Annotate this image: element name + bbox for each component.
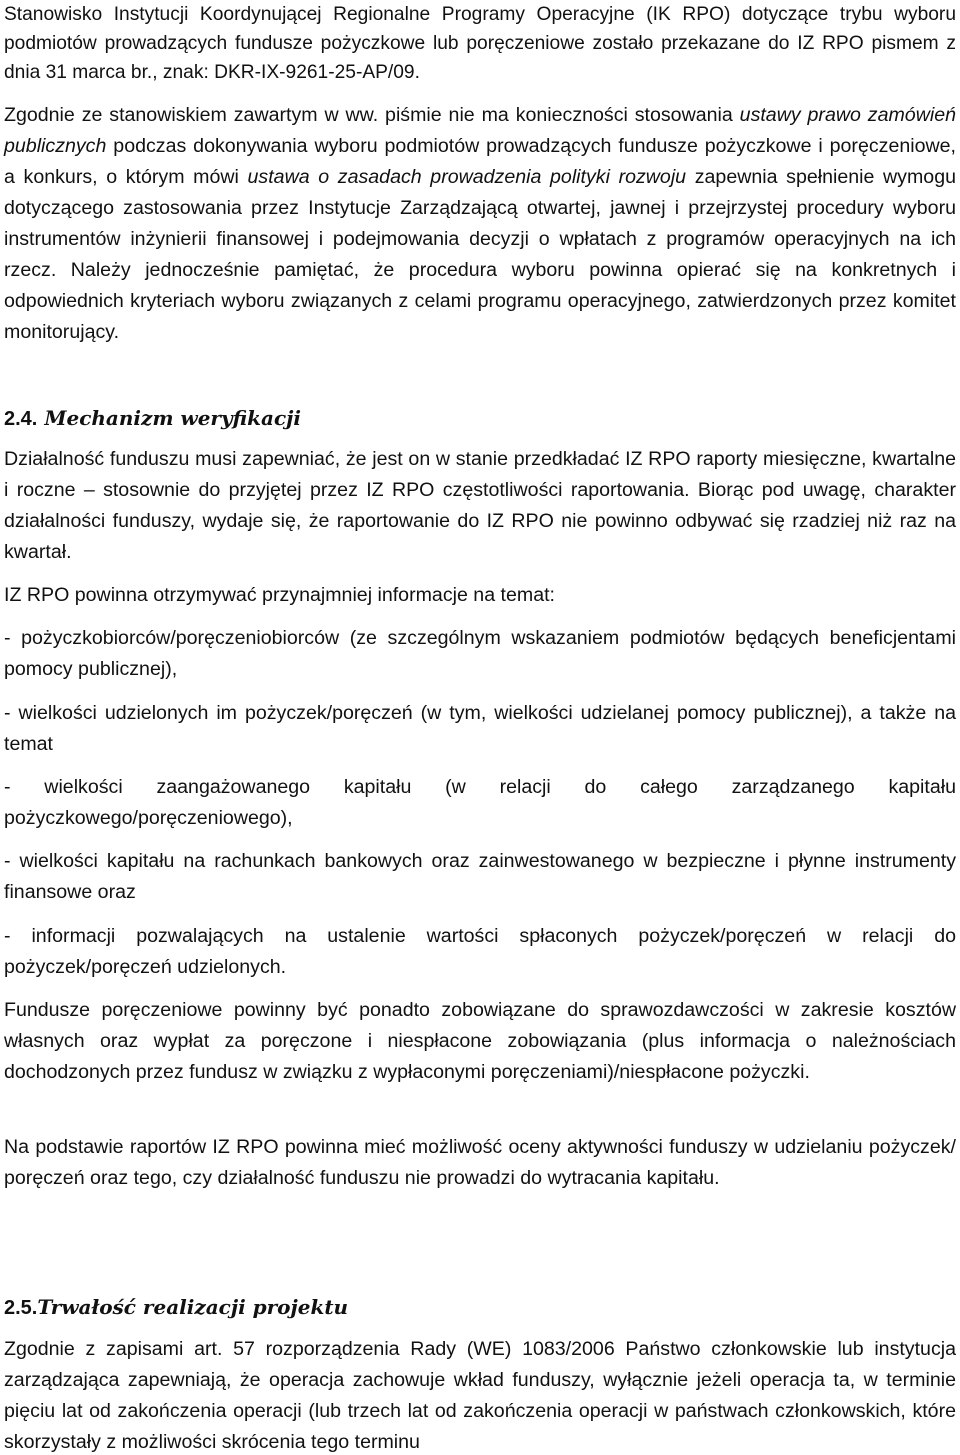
text-segment: Zgodnie ze stanowiskiem zawartym w ww. piśmie nie ma konieczności stosowania	[4, 104, 740, 126]
section-heading-2-5	[4, 1292, 348, 1323]
section-number: 2.5.	[4, 1297, 38, 1319]
section-title: Mechanizm weryfikacji	[44, 406, 301, 430]
list-item-repaid-loans: - informacji pozwalających na ustalenie wartości spłaconych pożyczek/poręczeń w relacji do pożyczek/poręczeń udzielonych.	[4, 925, 956, 978]
law-reference-development-policy: ustawa o zasadach prowadzenia polityki rozwoju	[247, 166, 687, 188]
paragraph-activity-assessment: Na podstawie raportów IZ RPO powinna mieć możliwość oceny aktywności funduszy w udzielaniu pożyczek/ poręczeń oraz tego, czy działalność funduszu nie prowadzi do wytracania kapitału.	[4, 1136, 956, 1189]
paragraph-guarantee-funds: Fundusze poręczeniowe powinny być ponadto zobowiązane do sprawozdawczości w zakresie kosztów własnych oraz wypłat za poręczone i niespłacone zobowiązania (plus informacja o należnościach dochodzonych przez fundusz w związku z wypłaconymi poręczeniami)/niespłacone pożyczki.	[4, 999, 956, 1083]
section-number: 2.4.	[4, 408, 38, 430]
list-item-loan-amounts: - wielkości udzielonych im pożyczek/poręczeń (w tym, wielkości udzielanej pomocy publicznej), a także na temat	[4, 702, 956, 755]
law-reference-procurement: ustawy prawo zamówień publicznych	[4, 104, 956, 157]
paragraph-procurement-law	[4, 100, 956, 348]
paragraph-ik-rpo-position: Stanowisko Instytucji Koordynującej Regionalne Programy Operacyjne (IK RPO) dotyczące trybu wyboru podmiotów prowadzących fundusze pożyczkowe lub poręczeniowe zostało przekazane do IZ RPO pismem z dnia 31 marca br., znak: DKR-IX-9261-25-AP/09.	[4, 4, 956, 83]
paragraph-fund-reporting: Działalność funduszu musi zapewniać, że jest on w stanie przedkładać IZ RPO raporty miesięczne, kwartalne i roczne – stosownie do przyjętej przez IZ RPO częstotliwości raportowania. Biorąc pod uwagę, charakter działalności funduszy, wydaje się, że raportowanie do IZ RPO nie powinno odbywać się rzadziej niż raz na kwartał.	[4, 448, 956, 563]
list-item-engaged-capital: - wielkości zaangażowanego kapitału (w relacji do całego zarządzanego kapitału pożyczkowego/poręczeniowego),	[4, 776, 956, 829]
list-item-bank-capital: - wielkości kapitału na rachunkach bankowych oraz zainwestowanego w bezpieczne i płynne instrumenty finansowe oraz	[4, 850, 956, 903]
paragraph-project-durability: Zgodnie z zapisami art. 57 rozporządzenia Rady (WE) 1083/2006 Państwo członkowskie lub instytucja zarządzająca zapewniają, że operacja zachowuje wkład funduszy, wyłącznie jeżeli operacja ta, w terminie pięciu lat od zakończenia operacji (lub trzech lat od zakończenia operacji w państwach członkowskich, które skorzystały z możliwości skrócenia tego terminu	[4, 1338, 956, 1453]
section-title: Trwałość realizacji projektu	[37, 1295, 349, 1319]
list-item-borrowers: - pożyczkobiorców/poręczeniobiorców (ze szczególnym wskazaniem podmiotów będących beneficjentami pomocy publicznej),	[4, 627, 956, 680]
text-segment: podczas dokonywania wyboru podmiotów prowadzących fundusze pożyczkowe i poręczeniowe, a konkurs, o którym mówi	[4, 135, 956, 188]
section-heading-2-4	[4, 403, 301, 434]
text-segment: zapewnia spełnienie wymogu dotyczącego zastosowania przez Instytucje Zarządzającą otwartej, jawnej i przejrzystej procedury wyboru instrumentów inżynierii finansowej i podejmowania decyzji o wpłatach z programów operacyjnych na ich rzecz. Należy jednocześnie pamiętać, że procedura wyboru powinna opierać się na konkretnych i odpowiednich kryteriach wyboru związanych z celami programu operacyjnego, zatwierdzonych przez komitet monitorujący.	[4, 166, 956, 343]
paragraph-info-intro: IZ RPO powinna otrzymywać przynajmniej informacje na temat:	[4, 584, 555, 606]
